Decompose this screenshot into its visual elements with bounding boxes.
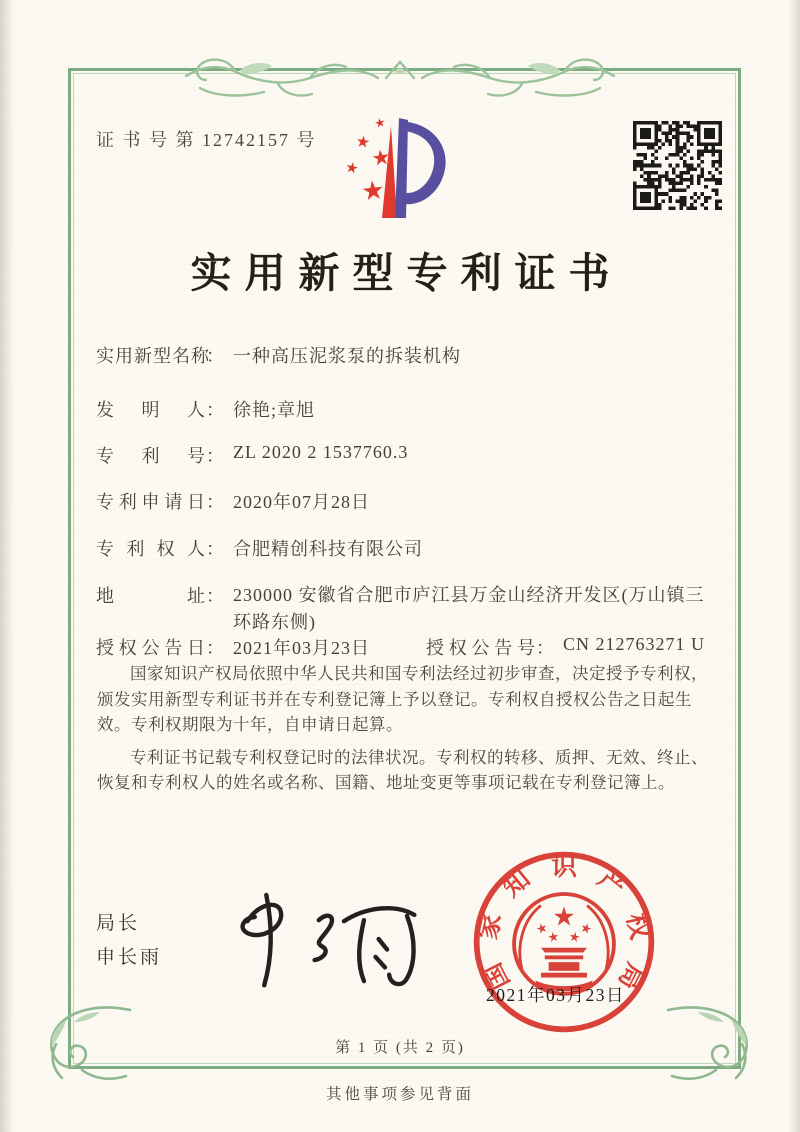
field-row-patent-number: 专利号： ZL 2020 2 1537760.3 (96, 442, 409, 466)
field-label: 实用新型名称 (96, 346, 210, 366)
field-value: 合肥精创科技有限公司 (233, 539, 423, 559)
field-label: 专利号 (96, 446, 206, 466)
field-value: 2020年07月28日 (233, 492, 370, 512)
field-label: 专利权人 (96, 539, 206, 559)
svg-text:局: 局 (612, 958, 651, 995)
field-label: 专利申请日 (96, 492, 206, 512)
field-row-inventor: 发明人： 徐艳;章旭 (96, 396, 315, 422)
back-side-note: 其他事项参见背面 (325, 1086, 474, 1103)
field-value: 230000 安徽省合肥市庐江县万金山经济开发区(万山镇三环路东侧) (233, 585, 705, 632)
svg-text:国: 国 (477, 958, 516, 995)
field-row-patentee: 专利权人： 合肥精创科技有限公司 (96, 535, 423, 561)
svg-text:识: 识 (551, 851, 577, 881)
field-label: 授权公告日 (96, 638, 206, 658)
field-row-filing-date: 专利申请日： 2020年07月28日 (96, 488, 370, 514)
qr-code (633, 121, 722, 210)
svg-text:知: 知 (497, 863, 536, 903)
legal-paragraph: 专利证书记载专利权登记时的法律状况。专利权的转移、质押、无效、终止、恢复和专利权人的姓名或名称、国籍、地址变更等事项记载在专利登记簿上。 (97, 747, 708, 792)
field-value: 一种高压泥浆泵的拆装机构 (233, 346, 461, 366)
legal-paragraph: 国家知识产权局依照中华人民共和国专利法经过初步审查，决定授予专利权，颁发实用新型专利证书并在专利登记簿上予以登记。专利权自授权公告之日起生效。专利权期限为十年，自申请日起算。 (97, 664, 708, 734)
svg-text:权: 权 (621, 910, 655, 942)
official-seal-icon (468, 846, 660, 1038)
field-row-utility-model-name: 实用新型名称： 一种高压泥浆泵的拆装机构 (96, 342, 461, 368)
field-value: CN 212763271 U (563, 634, 706, 654)
field-label: 地址 (96, 586, 206, 606)
svg-text:家: 家 (473, 910, 507, 942)
field-row-address: 地址： 230000 安徽省合肥市庐江县万金山经济开发区(万山镇三环路东侧) (96, 582, 719, 636)
field-value: 2021年03月23日 (233, 638, 370, 658)
field-label: 发明人 (96, 400, 206, 420)
commissioner-title: 局长 (96, 913, 141, 934)
field-pair-grant-number: 授权公告号： CN 212763271 U (426, 634, 706, 658)
svg-text:产: 产 (592, 863, 631, 903)
certificate-title: 实用新型专利证书 (190, 250, 623, 296)
field-value: 徐艳;章旭 (233, 400, 316, 420)
top-scroll-ornament-icon (180, 36, 620, 108)
cnipa-logo-icon (336, 108, 460, 230)
commissioner-name: 申长雨 (96, 947, 163, 968)
certificate-number: 证 书 号 第 12742157 号 (96, 130, 317, 150)
page-number: 第 1 页 (共 2 页) (335, 1040, 465, 1056)
field-row-grant: 授权公告日： 2021年03月23日 授权公告号： CN 212763271 U (96, 634, 706, 658)
field-value: ZL 2020 2 1537760.3 (233, 442, 409, 462)
seal-date: 2021年03月23日 (486, 985, 625, 1005)
commissioner-signature-icon (218, 884, 428, 992)
field-label: 授权公告号 (426, 638, 536, 658)
legal-text-block (97, 661, 713, 803)
